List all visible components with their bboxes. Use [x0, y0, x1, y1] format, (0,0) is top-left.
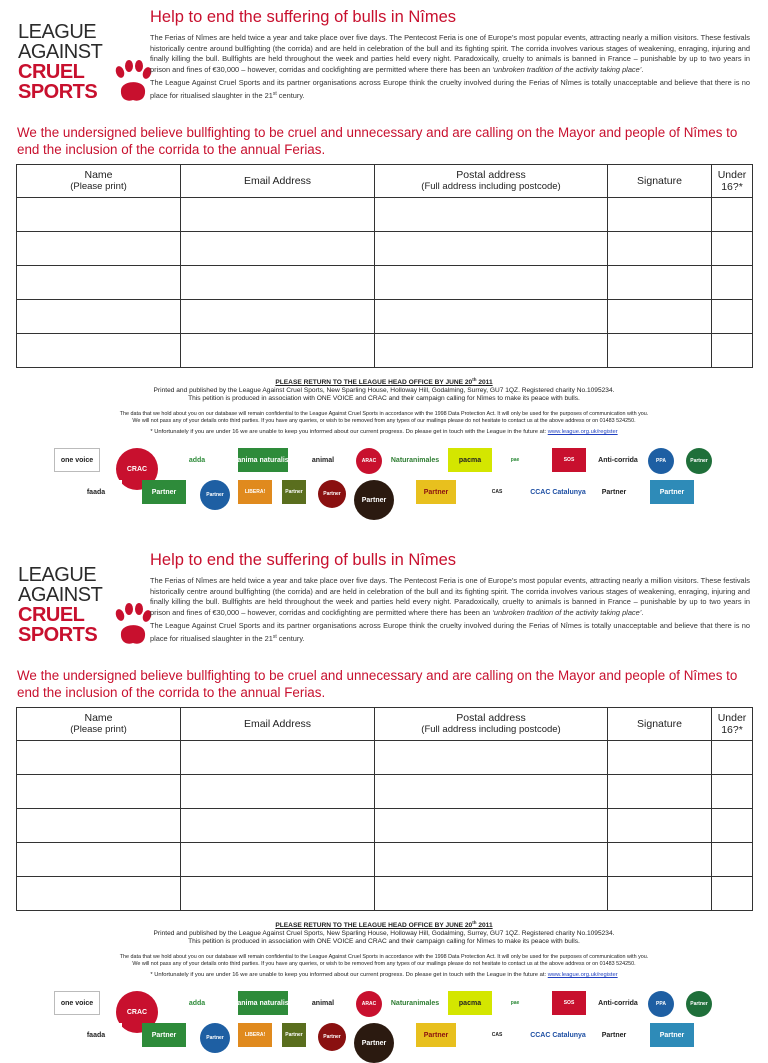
intro-paragraph-2: The League Against Cruel Sports and its partner organisations across Europe think the cruelty involved during the Ferias of Nîmes is totally unacceptable and believe that there is no place for ritualised slaughter in the 21st century.: [150, 78, 750, 100]
postal-cell[interactable]: [375, 266, 608, 300]
partner-logo: Partner: [650, 480, 694, 504]
table-row: [17, 300, 753, 334]
under16-cell[interactable]: [712, 300, 753, 334]
logo-line-league: LEAGUE: [18, 21, 97, 43]
partner-logo: Partner: [686, 991, 712, 1017]
postal-cell[interactable]: [375, 232, 608, 266]
under16-cell[interactable]: [712, 334, 753, 368]
postal-cell[interactable]: [375, 877, 608, 911]
signature-cell[interactable]: [608, 300, 712, 334]
signature-cell[interactable]: [608, 232, 712, 266]
signature-cell[interactable]: [608, 266, 712, 300]
partner-logo: PPA: [648, 448, 674, 474]
email-cell[interactable]: [181, 266, 375, 300]
partner-logos: [54, 448, 724, 512]
partner-logo: LIBERA!: [238, 1023, 272, 1047]
partner-logo: Partner: [142, 1023, 186, 1047]
data-protection-line-2: We will not pass any of your details onto third parties. If you have any queries, or wish to be removed from any types of our mailings please do not hesitate to contact us at the above address or on 01483 524250.: [132, 961, 636, 968]
partner-logo: Partner: [650, 1023, 694, 1047]
partner-logo: Naturanimales: [390, 448, 440, 472]
name-cell[interactable]: [17, 877, 181, 911]
publisher-line: Printed and published by the League Against Cruel Sports, New Sparling House, Holloway Hill, Godalming, Surrey, GU7 1QZ. Registered charity No.1095234.: [153, 930, 615, 937]
intro-text: [150, 576, 750, 647]
column-name-header: Name (Please print): [17, 165, 181, 198]
under16-cell[interactable]: [712, 877, 753, 911]
postal-cell[interactable]: [375, 741, 608, 775]
email-cell[interactable]: [181, 809, 375, 843]
partner-logo: CRAC: [116, 448, 158, 490]
partner-logos-row-1: [54, 991, 724, 1023]
partner-logos-row-1: [54, 448, 724, 480]
column-signature-header: Signature: [608, 708, 712, 741]
column-name-header: Name (Please print): [17, 708, 181, 741]
partner-logo: ARAC: [356, 448, 382, 474]
table-row: [17, 334, 753, 368]
name-cell[interactable]: [17, 843, 181, 877]
partner-logo: pacma: [448, 991, 492, 1015]
petition-footer: [0, 919, 768, 979]
intro-text: [150, 33, 750, 104]
partner-logo: adda: [170, 991, 224, 1015]
petition-declaration: We the undersigned believe bullfighting to be cruel and unnecessary and are calling on the Mayor and people of Nîmes to end the inclusion of the corrida to the annual Ferias.: [17, 125, 738, 157]
column-postal-header: Postal address (Full address including postcode): [375, 708, 608, 741]
signature-cell[interactable]: [608, 877, 712, 911]
name-cell[interactable]: [17, 266, 181, 300]
under16-cell[interactable]: [712, 843, 753, 877]
partner-logo: Partner: [594, 480, 634, 504]
email-cell[interactable]: [181, 300, 375, 334]
email-cell[interactable]: [181, 877, 375, 911]
table-row: [17, 741, 753, 775]
under16-cell[interactable]: [712, 266, 753, 300]
partner-logo: animal: [300, 448, 346, 472]
partner-logo: Partner: [142, 480, 186, 504]
partner-logo: LIBERA!: [238, 480, 272, 504]
petition-footer: [0, 376, 768, 436]
partner-logo: Partner: [416, 1023, 456, 1047]
under16-cell[interactable]: [712, 232, 753, 266]
postal-cell[interactable]: [375, 809, 608, 843]
partner-logo: CCAC Catalunya: [538, 480, 578, 504]
email-cell[interactable]: [181, 198, 375, 232]
name-cell[interactable]: [17, 334, 181, 368]
partner-logo: pacma: [448, 448, 492, 472]
name-cell[interactable]: [17, 198, 181, 232]
partner-logo: Partner: [200, 480, 230, 510]
partner-logo: CAS: [482, 1023, 512, 1047]
under16-cell[interactable]: [712, 809, 753, 843]
partner-logo: Partner: [354, 480, 394, 520]
association-line: This petition is produced in association with ONE VOICE and CRAC and their campaign calling for Nîmes to make its peace with bulls.: [188, 395, 580, 403]
table-row: [17, 266, 753, 300]
table-header-row: [17, 165, 753, 198]
name-cell[interactable]: [17, 809, 181, 843]
paw-print-icon: [114, 60, 152, 104]
logo-line-against: AGAINST: [18, 584, 103, 606]
under16-note: * Unfortunately if you are under 16 we are unable to keep you informed about our current progress. Do please get in touch with the League in the future at: www.league.org.uk/register: [150, 972, 618, 978]
table-row: [17, 877, 753, 911]
partner-logo: Anti-corrida: [598, 991, 638, 1015]
table-row: [17, 232, 753, 266]
email-cell[interactable]: [181, 741, 375, 775]
signature-cell[interactable]: [608, 198, 712, 232]
partner-logo: faada: [70, 480, 122, 504]
name-cell[interactable]: [17, 741, 181, 775]
partner-logo: CCAC Catalunya: [538, 1023, 578, 1047]
partner-logo: faada: [70, 1023, 122, 1047]
name-cell[interactable]: [17, 232, 181, 266]
email-cell[interactable]: [181, 775, 375, 809]
register-link[interactable]: www.league.org.uk/register: [547, 972, 618, 978]
column-under16-header: Under 16?*: [712, 708, 753, 741]
partner-logo: pae: [500, 448, 530, 472]
under16-note: * Unfortunately if you are under 16 we are unable to keep you informed about our current progress. Do please get in touch with the League in the future at: www.league.org.uk/register: [150, 429, 618, 435]
partner-logo: anima naturalis: [238, 448, 288, 472]
under16-cell[interactable]: [712, 741, 753, 775]
partner-logo: Partner: [686, 448, 712, 474]
column-email-header: Email Address: [181, 165, 375, 198]
partner-logo: Partner: [416, 480, 456, 504]
petition-declaration: We the undersigned believe bullfighting to be cruel and unnecessary and are calling on the Mayor and people of Nîmes to end the inclusion of the corrida to the annual Ferias.: [17, 668, 738, 700]
partner-logo: ARAC: [356, 991, 382, 1017]
table-row: [17, 198, 753, 232]
partner-logo: Anti-corrida: [598, 448, 638, 472]
signature-cell[interactable]: [608, 843, 712, 877]
partner-logo: PPA: [648, 991, 674, 1017]
paw-print-icon: [114, 603, 152, 647]
partner-logo: one voice: [54, 448, 100, 472]
league-logo: [18, 565, 138, 649]
logo-line-league: LEAGUE: [18, 564, 97, 586]
partner-logo: Partner: [282, 480, 306, 504]
partner-logo: CAS: [482, 480, 512, 504]
name-cell[interactable]: [17, 775, 181, 809]
under16-cell[interactable]: [712, 775, 753, 809]
register-link[interactable]: www.league.org.uk/register: [547, 429, 618, 435]
column-under16-header: Under 16?*: [712, 165, 753, 198]
signature-table: [16, 707, 753, 911]
logo-line-cruel: CRUEL: [18, 604, 85, 626]
signature-cell[interactable]: [608, 775, 712, 809]
data-protection-line-2: We will not pass any of your details onto third parties. If you have any queries, or wish to be removed from any types of our mailings please do not hesitate to contact us at the above address or on 01483 524250.: [132, 418, 636, 425]
partner-logos-row-2: [54, 1023, 724, 1055]
email-cell[interactable]: [181, 232, 375, 266]
table-header-row: [17, 708, 753, 741]
association-line: This petition is produced in association with ONE VOICE and CRAC and their campaign calling for Nîmes to make its peace with bulls.: [188, 938, 580, 946]
partner-logos-row-2: [54, 480, 724, 512]
postal-cell[interactable]: [375, 334, 608, 368]
signature-cell[interactable]: [608, 809, 712, 843]
partner-logo: Naturanimales: [390, 991, 440, 1015]
logo-line-sports: SPORTS: [18, 624, 98, 646]
logo-line-against: AGAINST: [18, 41, 103, 63]
postal-cell[interactable]: [375, 300, 608, 334]
column-postal-header: Postal address (Full address including postcode): [375, 165, 608, 198]
signature-table: [16, 164, 753, 368]
publisher-line: Printed and published by the League Against Cruel Sports, New Sparling House, Holloway Hill, Godalming, Surrey, GU7 1QZ. Registered charity No.1095234.: [153, 387, 615, 394]
partner-logo: Partner: [594, 1023, 634, 1047]
logo-line-sports: SPORTS: [18, 81, 98, 103]
partner-logo: Partner: [200, 1023, 230, 1053]
partner-logo: animal: [300, 991, 346, 1015]
partner-logo: Partner: [318, 480, 346, 508]
email-cell[interactable]: [181, 843, 375, 877]
signature-cell[interactable]: [608, 334, 712, 368]
intro-paragraph-1: The Ferias of Nîmes are held twice a year and take place over five days. The Pentecost Feria is one of Europe’s most popular events, attracting nearly a million visitors. These festivals historically centre around bullfighting (the corrida) and are held in celebration of the bull and its fighting spirit. The corrida involves various stages of weakening, enraging, injuring and finally killing the bull. Bullfights are held throughout the week and parties held every night. Paradoxically, cruelty to animals is banned in France – punishable by up to two years in prison and fines of €30,000 – however, corridas and cockfighting are permitted where there has been an ‘unbroken tradition of the activity taking place’.: [150, 576, 750, 617]
intro-paragraph-1: The Ferias of Nîmes are held twice a year and take place over five days. The Pentecost Feria is one of Europe’s most popular events, attracting nearly a million visitors. These festivals historically centre around bullfighting (the corrida) and are held in celebration of the bull and its fighting spirit. The corrida involves various stages of weakening, enraging, injuring and finally killing the bull. Bullfights are held throughout the week and parties held every night. Paradoxically, cruelty to animals is banned in France – punishable by up to two years in prison and fines of €30,000 – however, corridas and cockfighting are permitted where there has been an ‘unbroken tradition of the activity taking place’.: [150, 33, 750, 74]
partner-logo: adda: [170, 448, 224, 472]
partner-logo: Partner: [282, 1023, 306, 1047]
petition-title: Help to end the suffering of bulls in Nîmes: [150, 551, 457, 569]
return-deadline: PLEASE RETURN TO THE LEAGUE HEAD OFFICE BY JUNE 20th 2011: [275, 920, 493, 929]
postal-cell[interactable]: [375, 775, 608, 809]
column-signature-header: Signature: [608, 165, 712, 198]
petition-title: Help to end the suffering of bulls in Nîmes: [150, 8, 457, 26]
partner-logo: one voice: [54, 991, 100, 1015]
intro-paragraph-2: The League Against Cruel Sports and its partner organisations across Europe think the cruelty involved during the Ferias of Nîmes is totally unacceptable and believe that there is no place for ritualised slaughter in the 21st century.: [150, 621, 750, 643]
partner-logo: anima naturalis: [238, 991, 288, 1015]
email-cell[interactable]: [181, 334, 375, 368]
table-row: [17, 843, 753, 877]
under16-cell[interactable]: [712, 198, 753, 232]
name-cell[interactable]: [17, 300, 181, 334]
partner-logo: CRAC: [116, 991, 158, 1033]
partner-logo: SOS: [552, 448, 586, 472]
postal-cell[interactable]: [375, 198, 608, 232]
table-row: [17, 809, 753, 843]
data-protection-line-1: The data that we hold about you on our database will remain confidential to the League Against Cruel Sports in accordance with the 1998 Data Protection Act. It will only be used for the purposes of communication with you.: [119, 410, 649, 417]
partner-logo: Partner: [318, 1023, 346, 1051]
table-row: [17, 775, 753, 809]
column-email-header: Email Address: [181, 708, 375, 741]
partner-logos: [54, 991, 724, 1055]
return-deadline: PLEASE RETURN TO THE LEAGUE HEAD OFFICE BY JUNE 20th 2011: [275, 377, 493, 386]
logo-line-cruel: CRUEL: [18, 61, 85, 83]
partner-logo: pae: [500, 991, 530, 1015]
postal-cell[interactable]: [375, 843, 608, 877]
signature-cell[interactable]: [608, 741, 712, 775]
data-protection-line-1: The data that we hold about you on our database will remain confidential to the League Against Cruel Sports in accordance with the 1998 Data Protection Act. It will only be used for the purposes of communication with you.: [119, 953, 649, 960]
partner-logo: SOS: [552, 991, 586, 1015]
league-logo: [18, 22, 138, 106]
partner-logo: Partner: [354, 1023, 394, 1063]
